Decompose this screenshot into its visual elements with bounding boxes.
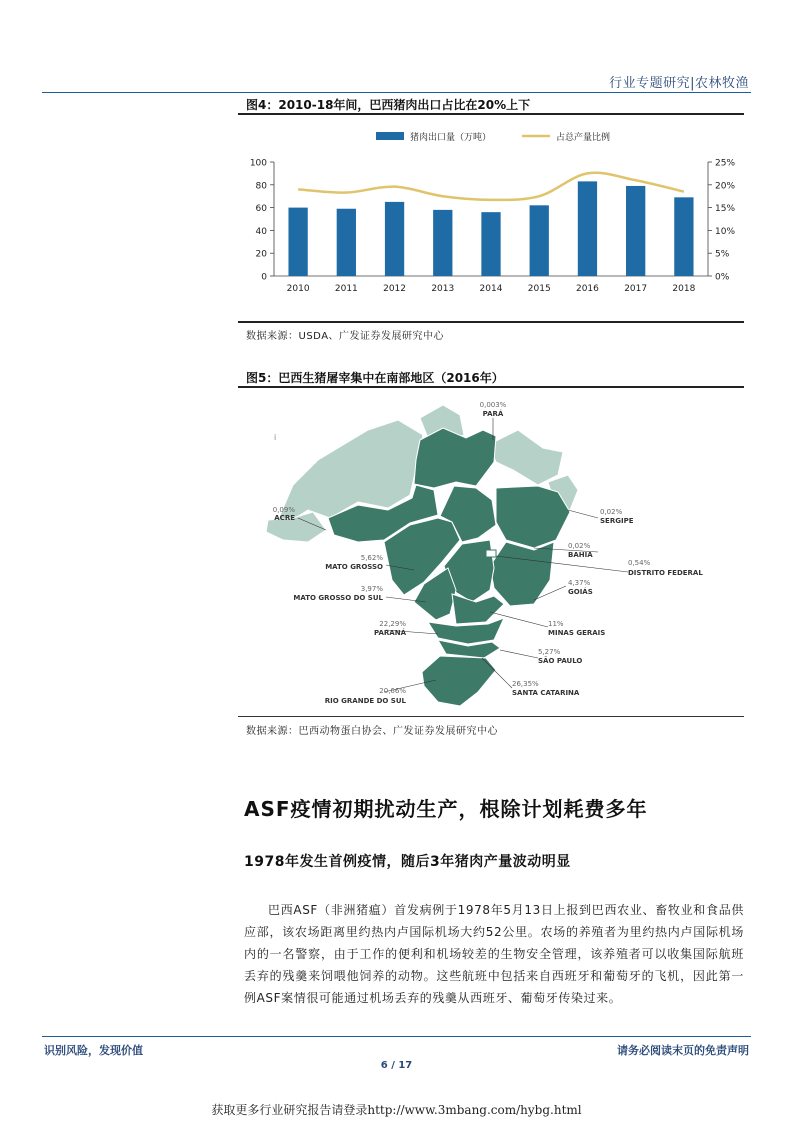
x-tick-label: 2016 [575, 284, 599, 294]
region-pct-bahia: 0,02% [568, 542, 591, 550]
region-name-sergipe: SERGIPE [600, 517, 634, 525]
region-name-df: DISTRITO FEDERAL [628, 569, 703, 577]
x-tick-label: 2010 [286, 284, 310, 294]
footer-slogan: 识别风险，发现价值 [44, 1044, 143, 1057]
region-pct-sao-paulo: 5,27% [538, 648, 561, 656]
page-number: 6 / 17 [380, 1060, 413, 1071]
region-name-santa-catarina: SANTA CATARINA [512, 689, 580, 697]
section-heading: ASF疫情初期扰动生产，根除计划耗费多年 [244, 797, 648, 821]
subsection-heading: 1978年发生首例疫情，随后3年猪肉产量波动明显 [244, 854, 571, 870]
region-name-rio-grande: RIO GRANDE DO SUL [324, 697, 406, 705]
bar-2018 [674, 197, 693, 276]
legend-line-label: 占总产量比例 [556, 133, 611, 143]
region-pct-minas: 11% [548, 620, 564, 628]
region-pct-para: 0,003% [479, 401, 507, 409]
y-tick-label: 80 [255, 181, 267, 192]
bar-2012 [385, 202, 404, 276]
footer-disclaimer-note: 请务必阅读末页的免责声明 [617, 1044, 749, 1057]
region-name-goias: GOIÁS [568, 588, 593, 596]
figure4-bottom-rule [238, 321, 744, 323]
y2-tick-label: 25% [715, 158, 736, 169]
report-header-title: 行业专题研究|农林牧渔 [609, 76, 749, 91]
y-tick-label: 0 [261, 272, 267, 283]
region-pct-rio-grande: 20,66% [379, 687, 406, 695]
y2-tick-label: 5% [715, 249, 730, 260]
x-tick-label: 2011 [334, 284, 358, 294]
bar-2015 [530, 205, 549, 276]
footer-divider [42, 1036, 751, 1037]
figure4-title: 图4：2010-18年间，巴西猪肉出口占比在20%上下 [246, 98, 531, 112]
region-pct-df: 0,54% [628, 559, 651, 567]
bar-2010 [288, 208, 307, 276]
y-tick-label: 40 [255, 226, 267, 237]
region-name-sao-paulo: SÃO PAULO [538, 657, 583, 665]
figure4-source: 数据来源：USDA、广发证券发展研究中心 [246, 331, 445, 342]
header-divider [42, 92, 751, 93]
map-side-mark: i [274, 433, 277, 442]
figure5-bottom-rule [238, 716, 744, 717]
body-paragraph: 巴西ASF（非洲猪瘟）首发病例于1978年5月13日上报到巴西农业、畜牧业和食品供应部，该农场距离里约热内卢国际机场大约52公里。农场的养殖者为里约热内卢国际机场内的一名警察，由于工作的便利和机场较差的生物安全管理，该养殖者可以收集国际航班丢弃的残羹来饲喂他饲养的动物。这些航班中包括来自西班牙和葡萄牙的飞机，因此第一例ASF案情很可能通过机场丢弃的残羹从西班牙、葡萄牙传染过来。 [244, 903, 744, 1005]
region-name-mato-grosso: MATO GROSSO [325, 563, 383, 571]
legend-bar-label: 猪肉出口量（万吨） [410, 133, 492, 143]
region-pct-acre: 0,09% [272, 506, 295, 514]
legend-bar-swatch [376, 132, 404, 140]
brazil-slaughter-map [238, 390, 744, 715]
region-pct-santa-catarina: 26,35% [512, 680, 539, 688]
y2-tick-label: 10% [715, 226, 736, 237]
x-tick-label: 2017 [624, 284, 648, 294]
x-tick-label: 2012 [383, 284, 407, 294]
region-pct-ms: 3,97% [360, 585, 383, 593]
y2-tick-label: 15% [715, 204, 736, 215]
region-pct-parana: 22,29% [379, 620, 406, 628]
region-pct-goias: 4,37% [568, 579, 591, 587]
bar-2016 [578, 181, 597, 276]
region-name-ms: MATO GROSSO DO SUL [293, 594, 383, 602]
y2-tick-label: 20% [715, 181, 736, 192]
y2-tick-label: 0% [715, 272, 730, 283]
figure5-source: 数据来源：巴西动物蛋白协会、广发证券发展研究中心 [246, 726, 498, 737]
region-name-parana: PARANÁ [374, 629, 406, 637]
bar-2014 [481, 212, 500, 276]
region-pct-sergipe: 0,02% [600, 508, 623, 516]
region-name-acre: ACRE [274, 514, 295, 522]
figure5-title: 图5：巴西生猪屠宰集中在南部地区（2016年） [246, 371, 504, 385]
y-tick-label: 60 [255, 204, 267, 215]
region-name-para: PARÁ [482, 410, 504, 418]
export-chart [238, 118, 744, 318]
figure4-top-rule [238, 113, 744, 115]
promo-line: 获取更多行业研究报告请登录http://www.3mbang.com/hybg.html [211, 1103, 582, 1117]
region-name-minas: MINAS GERAIS [548, 629, 606, 637]
region-name-bahia: BAHIA [568, 551, 593, 559]
bar-2011 [337, 209, 356, 276]
x-tick-label: 2015 [527, 284, 551, 294]
region-pct-mato-grosso: 5,62% [360, 554, 383, 562]
bar-2017 [626, 186, 645, 276]
y-tick-label: 20 [255, 249, 267, 260]
x-tick-label: 2014 [479, 284, 503, 294]
x-tick-label: 2013 [431, 284, 455, 294]
figure5-top-rule [238, 386, 744, 388]
x-tick-label: 2018 [672, 284, 696, 294]
bar-2013 [433, 210, 452, 276]
y-tick-label: 100 [249, 158, 267, 169]
